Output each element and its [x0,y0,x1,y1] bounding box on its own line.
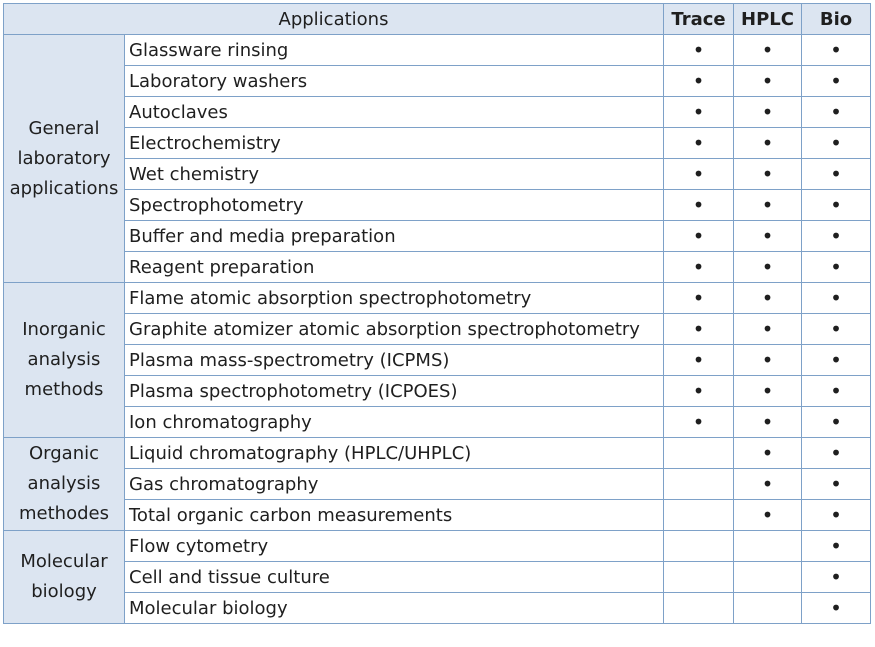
application-name: Flow cytometry [125,531,664,562]
trace-mark: • [664,283,734,314]
header-bio: Bio [802,4,871,35]
table-row [4,159,871,190]
bio-mark: • [802,97,871,128]
hplc-mark: • [734,97,802,128]
application-name: Reagent preparation [125,252,664,283]
table-row [4,97,871,128]
trace-mark: • [664,159,734,190]
trace-mark: • [664,221,734,252]
trace-mark [664,531,734,562]
hplc-mark: • [734,345,802,376]
table-row [4,314,871,345]
table-row [4,407,871,438]
trace-mark: • [664,252,734,283]
bio-mark: • [802,345,871,376]
hplc-mark: • [734,283,802,314]
hplc-mark: • [734,252,802,283]
bio-mark: • [802,159,871,190]
table-row [4,500,871,531]
application-name: Glassware rinsing [125,35,664,66]
application-name: Cell and tissue culture [125,562,664,593]
table-row [4,35,871,66]
applications-table [3,3,871,624]
application-name: Spectrophotometry [125,190,664,221]
table-row [4,283,871,314]
hplc-mark: • [734,500,802,531]
group-label: Molecular biology [4,531,125,624]
table-row [4,252,871,283]
table-row [4,438,871,469]
header-hplc: HPLC [734,4,802,35]
application-name: Gas chromatography [125,469,664,500]
hplc-mark [734,562,802,593]
bio-mark: • [802,128,871,159]
bio-mark: • [802,593,871,624]
bio-mark: • [802,500,871,531]
hplc-mark: • [734,469,802,500]
application-name: Laboratory washers [125,66,664,97]
hplc-mark: • [734,438,802,469]
table-body [4,35,871,624]
application-name: Plasma spectrophotometry (ICPOES) [125,376,664,407]
application-name: Buffer and media preparation [125,221,664,252]
hplc-mark: • [734,407,802,438]
hplc-mark [734,593,802,624]
hplc-mark: • [734,128,802,159]
table-row [4,190,871,221]
trace-mark [664,500,734,531]
application-name: Graphite atomizer atomic absorption spectrophotometry [125,314,664,345]
trace-mark [664,469,734,500]
trace-mark [664,562,734,593]
application-name: Plasma mass-spectrometry (ICPMS) [125,345,664,376]
application-name: Autoclaves [125,97,664,128]
bio-mark: • [802,469,871,500]
application-name: Liquid chromatography (HPLC/UHPLC) [125,438,664,469]
application-name: Electrochemistry [125,128,664,159]
bio-mark: • [802,283,871,314]
hplc-mark: • [734,66,802,97]
trace-mark: • [664,407,734,438]
hplc-mark: • [734,35,802,66]
bio-mark: • [802,438,871,469]
header-applications: Applications [4,4,664,35]
bio-mark: • [802,35,871,66]
hplc-mark: • [734,190,802,221]
header-trace: Trace [664,4,734,35]
trace-mark: • [664,376,734,407]
bio-mark: • [802,190,871,221]
header-row [4,4,871,35]
bio-mark: • [802,221,871,252]
application-name: Molecular biology [125,593,664,624]
trace-mark: • [664,128,734,159]
trace-mark [664,438,734,469]
table-row [4,593,871,624]
table-row [4,531,871,562]
trace-mark: • [664,35,734,66]
group-label: Inorganic analysis methods [4,283,125,438]
application-name: Wet chemistry [125,159,664,190]
trace-mark: • [664,345,734,376]
trace-mark: • [664,314,734,345]
hplc-mark: • [734,159,802,190]
bio-mark: • [802,407,871,438]
hplc-mark: • [734,221,802,252]
table-row [4,469,871,500]
table-row [4,376,871,407]
bio-mark: • [802,376,871,407]
application-name: Flame atomic absorption spectrophotometry [125,283,664,314]
table-row [4,345,871,376]
table-row [4,221,871,252]
hplc-mark: • [734,376,802,407]
group-label: Organic analysis methodes [4,438,125,531]
trace-mark: • [664,97,734,128]
bio-mark: • [802,66,871,97]
bio-mark: • [802,531,871,562]
trace-mark [664,593,734,624]
bio-mark: • [802,314,871,345]
application-name: Ion chromatography [125,407,664,438]
bio-mark: • [802,252,871,283]
table-row [4,562,871,593]
table-row [4,66,871,97]
bio-mark: • [802,562,871,593]
trace-mark: • [664,66,734,97]
hplc-mark: • [734,314,802,345]
table-row [4,128,871,159]
group-label: General laboratory applications [4,35,125,283]
trace-mark: • [664,190,734,221]
hplc-mark [734,531,802,562]
application-name: Total organic carbon measurements [125,500,664,531]
